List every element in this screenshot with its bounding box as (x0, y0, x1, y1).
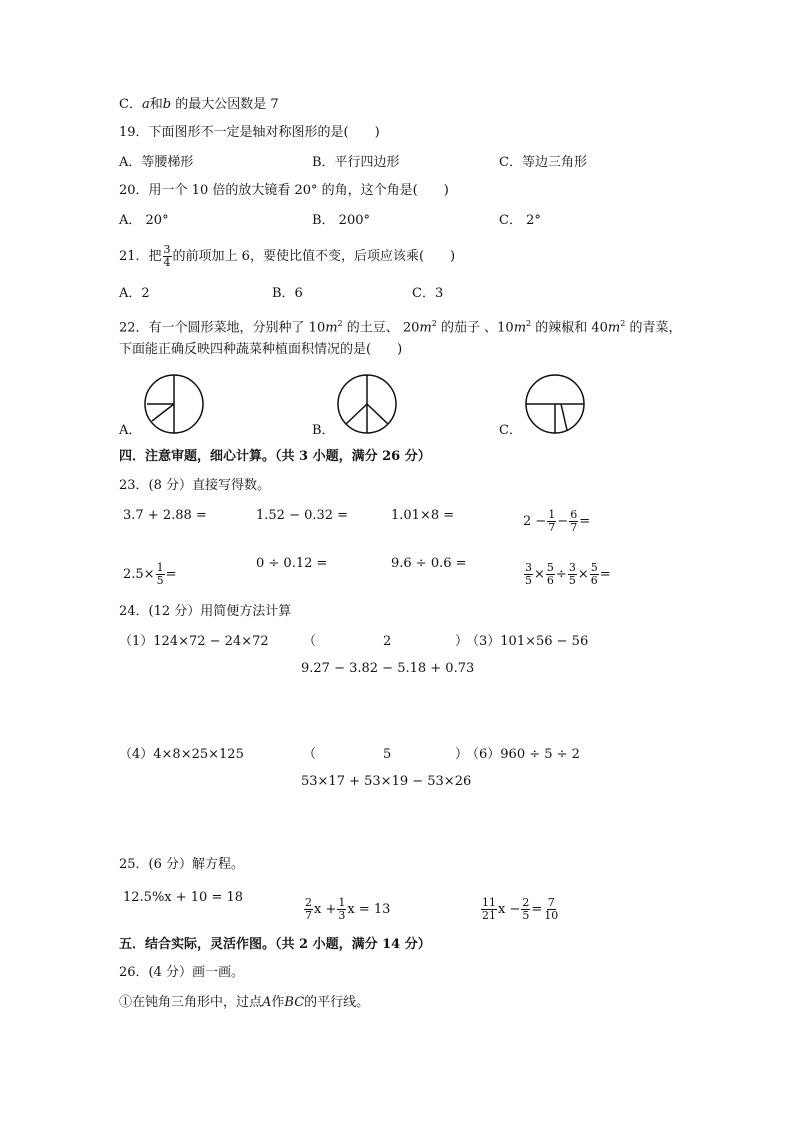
fraction: $\frac{5}{6}$ (590, 561, 598, 587)
q22-stem-line1: 22．有一个圆形菜地，分别种了 $10m^2$ 的土豆、 $20m^2$ 的茄子 、$10m^2$ 的辣椒和 $40m^2$ 的青菜， (119, 319, 682, 336)
q23-item: 2.5× $\frac{1}{5}$ = (123, 561, 177, 587)
fraction: $\frac{3}{5}$ (568, 561, 576, 587)
fraction: $\frac{1}{5}$ (156, 561, 164, 587)
fraction: $\frac{5}{6}$ (546, 561, 554, 587)
q23-item: 9.6 ÷ 0.6 = (391, 556, 467, 571)
q23-item: $\frac{3}{5}$ × $\frac{5}{6}$ ÷ $\frac{3}{5}$ × $\frac{5}{6}$ = (525, 561, 611, 587)
fraction: $\frac{11}{21}$ (482, 896, 496, 922)
q25-equation-3: $\frac{11}{21}$ x − $\frac{2}{5}$ = $\frac{7}{10}$ (482, 896, 559, 922)
fraction: $\frac{3}{5}$ (525, 561, 532, 587)
q19-option-b: B．平行四边形 (312, 155, 400, 170)
q24-part-2-left: （ (303, 634, 317, 649)
q24-part-2-expression: 9.27 − 3.82 − 5.18 + 0.73 (301, 661, 475, 676)
q24-part-5-left: （ (303, 747, 317, 762)
q23-stem: 23．(8 分）直接写得数。 (119, 478, 271, 493)
q22-option-b: B． (312, 423, 335, 438)
q20-option-b: B． 200° (312, 213, 370, 228)
pie-diagram-a (143, 373, 205, 435)
pie-diagram-b (336, 373, 398, 435)
q24-stem: 24．(12 分）用简便方法计算 (119, 604, 292, 619)
q24-part-6: （6）960 ÷ 5 ÷ 2 (466, 747, 580, 762)
q21-option-b: B．6 (272, 286, 303, 301)
q20-option-c: C． 2° (499, 213, 541, 228)
fraction: $\frac{6}{7}$ (570, 508, 578, 534)
q23-item: 0 ÷ 0.12 = (256, 556, 328, 571)
fraction: $\frac{3}{4}$ (163, 243, 171, 269)
q23-item: 1.01×8 = (391, 508, 455, 523)
fraction: $\frac{7}{10}$ (544, 896, 559, 922)
q24-part-3: （3）101×56 − 56 (466, 634, 589, 649)
q19-option-c: C．等边三角形 (499, 155, 587, 170)
q24-part-2-number: 2 (383, 634, 392, 649)
q18-option-c: C．a和b 的最大公因数是 7 (119, 97, 279, 112)
q22-option-a: A． (119, 423, 142, 438)
q19-option-a: A．等腰梯形 (119, 155, 194, 170)
q24-part-5-right: ） (455, 747, 469, 762)
section-5-heading: 五．结合实际，灵活作图。（共 2 小题，满分 14 分） (119, 937, 431, 952)
q24-part-5-expression: 53×17 + 53×19 − 53×26 (301, 774, 472, 789)
fraction: $\frac{2}{7}$ (305, 896, 312, 922)
q25-stem: 25．(6 分）解方程。 (119, 857, 245, 872)
pie-diagram-c (524, 373, 586, 435)
q21-option-c: C．3 (412, 286, 444, 301)
section-4-heading: 四．注意审题，细心计算。（共 3 小题，满分 26 分） (119, 449, 431, 464)
q24-part-1: （1）124×72 − 24×72 (119, 634, 269, 649)
q21-option-a: A．2 (119, 286, 150, 301)
q25-equation-1: 12.5%x + 10 = 18 (123, 890, 244, 905)
q23-item: 3.7 + 2.88 = (123, 508, 207, 523)
q23-item: 1.52 − 0.32 = (256, 508, 349, 523)
q24-part-2-right: ） (455, 634, 469, 649)
q26-stem: 26．(4 分）画一画。 (119, 965, 245, 980)
q26-subquestion-1: ①在钝角三角形中，过点A作BC的平行线。 (119, 995, 370, 1010)
fraction: $\frac{2}{5}$ (522, 896, 530, 922)
q25-equation-2: $\frac{2}{7}$ x + $\frac{1}{3}$ x = 13 (305, 896, 391, 922)
q22-option-c: C． (499, 423, 522, 438)
q21-stem: 21．把 $\frac{3}{4}$ 的前项加上 6，要使比值不变，后项应该乘( ) (119, 243, 456, 269)
fraction: $\frac{1}{3}$ (338, 896, 346, 922)
fraction: $\frac{1}{7}$ (548, 508, 556, 534)
q24-part-4: （4）4×8×25×125 (119, 747, 244, 762)
q19-stem: 19．下面图形不一定是轴对称图形的是( ) (119, 125, 380, 140)
q20-option-a: A． 20° (119, 213, 169, 228)
q23-item: 2 − $\frac{1}{7}$ − $\frac{6}{7}$ = (523, 508, 591, 534)
q22-stem-line2: 下面能正确反映四种蔬菜种植面积情况的是( ) (119, 342, 403, 357)
q24-part-5-number: 5 (383, 747, 392, 762)
q20-stem: 20．用一个 10 倍的放大镜看 20° 的角，这个角是( ) (119, 183, 449, 198)
